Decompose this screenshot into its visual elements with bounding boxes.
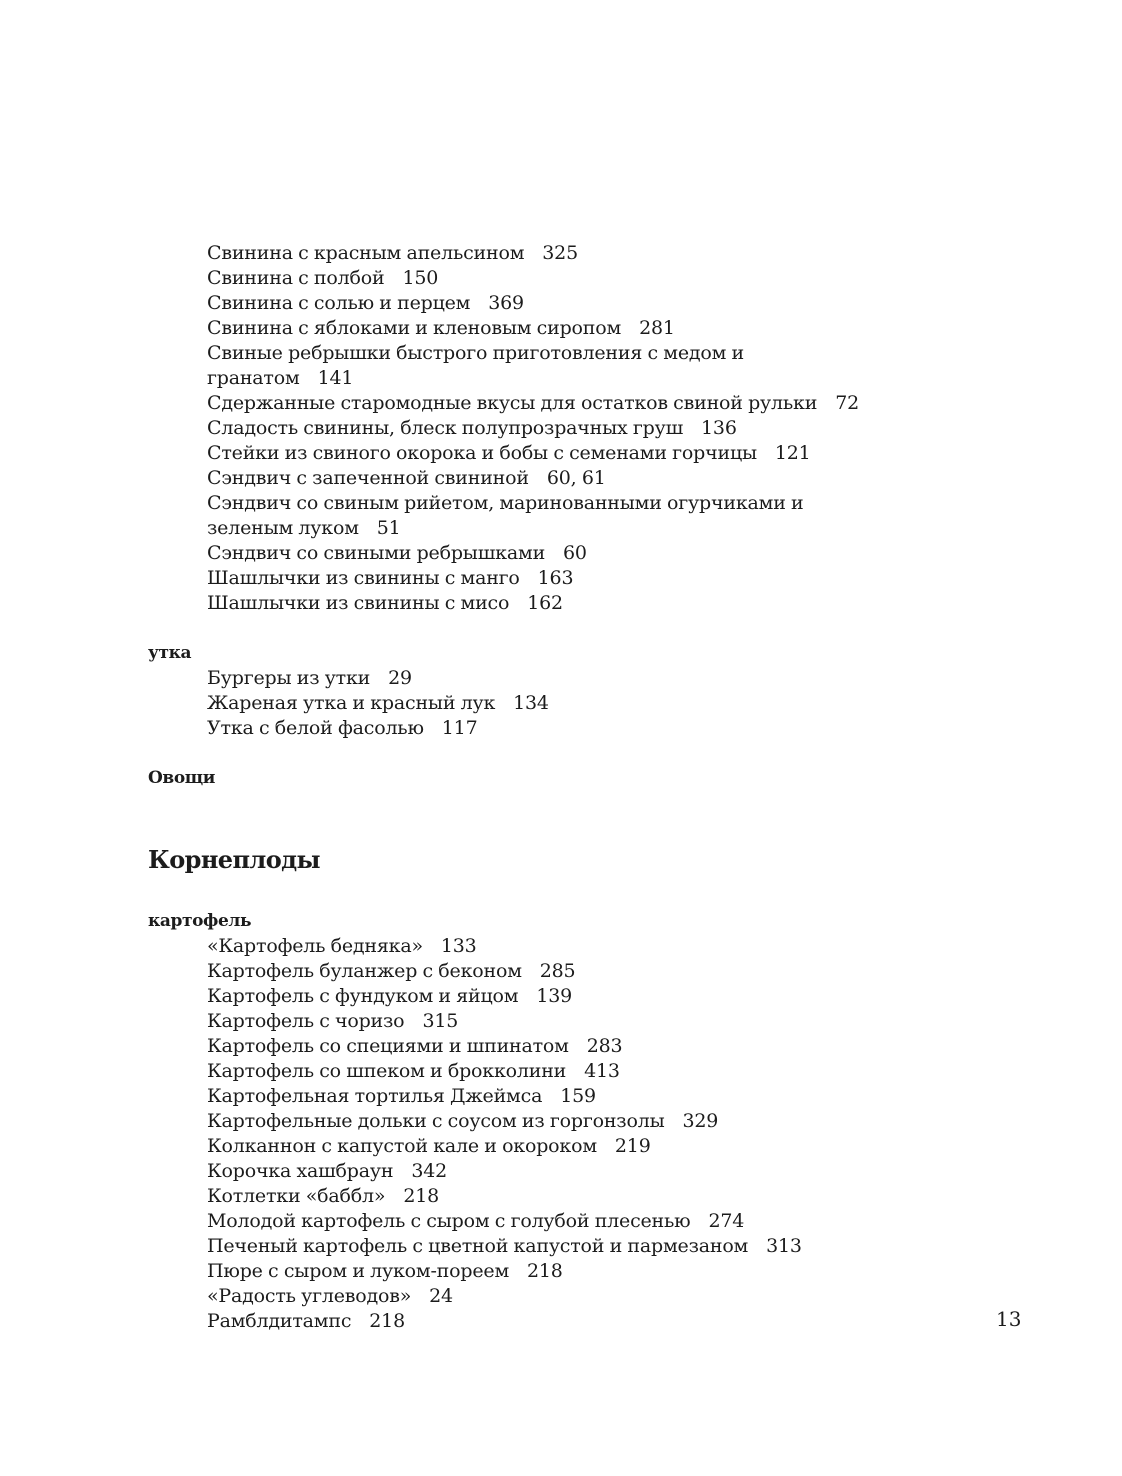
entry-title: Стейки из свиного окорока и бобы с семенами горчицы: [207, 442, 757, 464]
entry-page: 218: [403, 1185, 439, 1207]
entry-title: Свинина с яблоками и кленовым сиропом: [207, 317, 622, 339]
entry-title: Котлетки «баббл»: [207, 1185, 386, 1207]
entry-page: 325: [542, 242, 578, 264]
index-entry: [148, 266, 848, 291]
index-entry: [148, 316, 848, 341]
potato-group: [148, 909, 848, 1334]
entry-title: Картофель с чоризо: [207, 1010, 405, 1032]
entry-page: 150: [402, 267, 439, 289]
entry-page: 369: [488, 292, 524, 314]
section-title: Корнеплоды: [148, 845, 321, 874]
index-entry: [148, 241, 848, 266]
entry-title: Пюре с сыром и луком-пореем: [207, 1260, 510, 1282]
entry-page: 285: [539, 960, 576, 982]
entry-title: Утка с белой фасолью: [207, 717, 424, 739]
entry-page: 139: [536, 985, 572, 1007]
entry-title: Сдержанные старомодные вкусы для остатков свиной рульки: [207, 392, 818, 414]
entry-page: 72: [835, 392, 859, 414]
entry-page: 342: [411, 1160, 447, 1182]
entry-page: 218: [527, 1260, 563, 1282]
index-entry: [148, 1284, 848, 1309]
index-entry: [148, 1034, 848, 1059]
entry-title: «Радость углеводов»: [207, 1285, 412, 1307]
entry-page: 133: [440, 935, 477, 957]
index-entry: [148, 666, 848, 691]
entry-title: Колканнон с капустой кале и окороком: [207, 1135, 597, 1157]
entry-page: 283: [586, 1035, 623, 1057]
index-entry: [148, 416, 848, 441]
index-entry: [148, 1259, 848, 1284]
entry-title: Картофель со специями и шпинатом: [207, 1035, 569, 1057]
entry-title: Свинина с солью и перцем: [207, 292, 471, 314]
entry-title-continuation: [207, 516, 848, 541]
index-entry: [148, 541, 848, 566]
index-entry: [148, 591, 848, 616]
entry-title-continuation: [207, 366, 848, 391]
entry-title: Молодой картофель с сыром с голубой плесенью: [207, 1210, 691, 1232]
entry-page: 60: [563, 542, 587, 564]
index-entry: [148, 1184, 848, 1209]
entry-title: Картофель буланжер с беконом: [207, 960, 522, 982]
index-entry: [148, 1009, 848, 1034]
entry-title: Корочка хашбраун: [207, 1160, 394, 1182]
entry-title: Рамблдитампс: [207, 1310, 352, 1332]
entry-continuation-text: зеленым луком: [207, 517, 359, 539]
vegetables-group: [148, 766, 848, 791]
entry-page: 60, 61: [546, 467, 606, 489]
page-number: 13: [996, 1307, 1022, 1331]
entry-title: Печеный картофель с цветной капустой и пармезаном: [207, 1235, 749, 1257]
entry-title: Картофельная тортилья Джеймса: [207, 1085, 543, 1107]
index-entry: [148, 1134, 848, 1159]
entry-title: Свинина с полбой: [207, 267, 385, 289]
entry-page: 162: [527, 592, 563, 614]
entry-title: Картофельные дольки с соусом из горгонзолы: [207, 1110, 665, 1132]
entry-page: 281: [639, 317, 675, 339]
entry-title: Сэндвич со свиными ребрышками: [207, 542, 546, 564]
index-entry: [148, 1309, 848, 1334]
entry-title: Сладость свинины, блеск полупрозрачных груш: [207, 417, 684, 439]
entry-page: 141: [317, 367, 354, 389]
entry-page: 313: [766, 1235, 802, 1257]
index-entry: [148, 391, 859, 416]
entry-page: 121: [774, 442, 811, 464]
entry-title: Свиные ребрышки быстрого приготовления с медом и: [207, 342, 745, 364]
pork-entries-list: [148, 241, 859, 616]
entry-page: 329: [682, 1110, 719, 1132]
index-entry: [148, 959, 848, 984]
entry-page: 24: [429, 1285, 453, 1307]
entry-title: Бургеры из утки: [207, 667, 371, 689]
entry-page: 163: [537, 567, 574, 589]
category-heading-vegetables: Овощи: [148, 768, 215, 788]
entry-page: 159: [560, 1085, 596, 1107]
entry-page: 219: [614, 1135, 651, 1157]
entry-page: 413: [584, 1060, 620, 1082]
category-heading-potato: картофель: [148, 911, 252, 931]
entry-continuation-text: гранатом: [207, 367, 300, 389]
entry-page: 136: [701, 417, 737, 439]
index-entry: [148, 491, 848, 541]
entry-page: 315: [422, 1010, 459, 1032]
index-entry: [148, 466, 848, 491]
index-entry: [148, 691, 848, 716]
entry-page: 274: [708, 1210, 745, 1232]
category-heading-duck: утка: [148, 643, 192, 663]
index-entry: [148, 984, 848, 1009]
index-entry: [148, 1209, 848, 1234]
entry-title: Картофель с фундуком и яйцом: [207, 985, 519, 1007]
entry-page: 51: [376, 517, 401, 539]
index-entry: [148, 441, 848, 466]
duck-group: [148, 641, 848, 741]
index-entry: [148, 566, 848, 591]
index-entry: [148, 1059, 848, 1084]
entry-title: Сэндвич с запеченной свининой: [207, 467, 529, 489]
entry-page: 29: [388, 667, 412, 689]
entry-title: Сэндвич со свиным рийетом, маринованными огурчиками и: [207, 492, 804, 514]
entry-title: «Картофель бедняка»: [207, 935, 423, 957]
index-entry: [148, 291, 848, 316]
index-entry: [148, 1109, 848, 1134]
entry-page: 117: [441, 717, 478, 739]
entry-title: Жареная утка и красный лук: [207, 692, 496, 714]
entry-title: Шашлычки из свинины с мисо: [207, 592, 510, 614]
entry-title: Свинина с красным апельсином: [207, 242, 525, 264]
entry-title: Картофель со шпеком и брокколини: [207, 1060, 567, 1082]
index-entry: [148, 341, 848, 391]
entry-page: 218: [369, 1310, 405, 1332]
index-entry: [148, 1159, 848, 1184]
index-entry: [148, 934, 848, 959]
index-entry: [148, 716, 848, 741]
index-entry: [148, 1234, 848, 1259]
entry-page: 134: [513, 692, 549, 714]
index-entry: [148, 1084, 848, 1109]
entry-title: Шашлычки из свинины с манго: [207, 567, 520, 589]
